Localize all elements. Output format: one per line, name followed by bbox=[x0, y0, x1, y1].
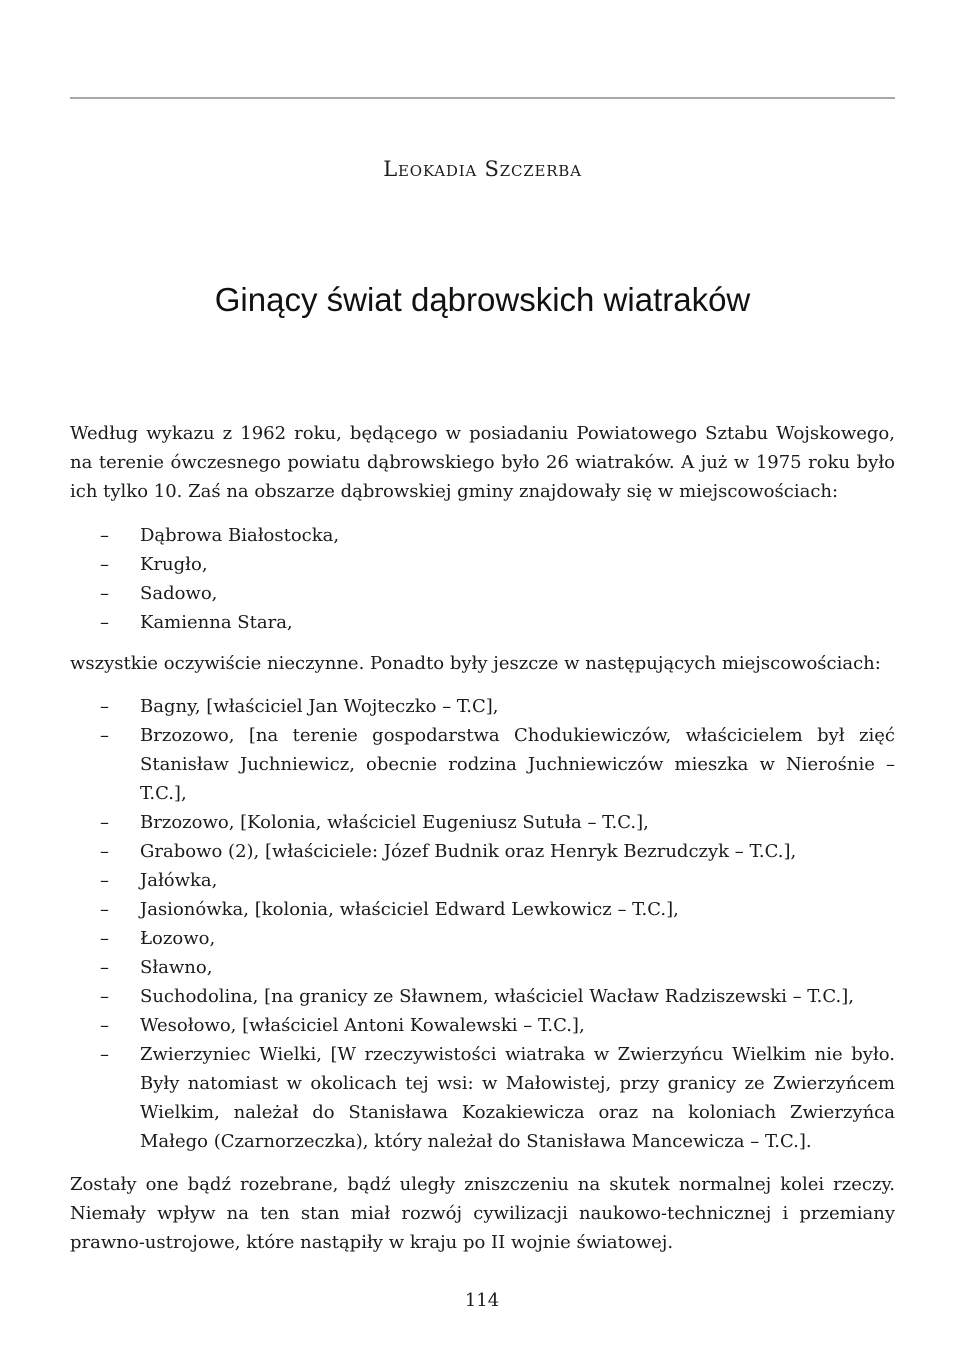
list-dash-marker: – bbox=[100, 525, 109, 546]
header-rule bbox=[70, 97, 895, 99]
list-dash-marker: – bbox=[100, 1015, 109, 1036]
list-item bbox=[70, 579, 895, 608]
list-item bbox=[70, 721, 895, 808]
list-item-text: Kamienna Stara, bbox=[140, 612, 293, 633]
list-dash-marker: – bbox=[100, 725, 109, 746]
list-item-text: Suchodolina, [na granicy ze Sławnem, właściciel Wacław Radziszewski – T.C.], bbox=[140, 986, 854, 1007]
article-body bbox=[70, 419, 895, 1257]
list-dash-marker: – bbox=[100, 957, 109, 978]
list-item-text: Dąbrowa Białostocka, bbox=[140, 525, 340, 546]
list-dash-marker: – bbox=[100, 986, 109, 1007]
list-dash-marker: – bbox=[100, 612, 109, 633]
list-item-text: Jasionówka, [kolonia, właściciel Edward Lewkowicz – T.C.], bbox=[140, 899, 679, 920]
list-dash-marker: – bbox=[100, 696, 109, 717]
list-item bbox=[70, 692, 895, 721]
list-dash-marker: – bbox=[100, 899, 109, 920]
list-item bbox=[70, 982, 895, 1011]
list-item-text: Grabowo (2), [właściciele: Józef Budnik oraz Henryk Bezrudczyk – T.C.], bbox=[140, 841, 797, 862]
list-item bbox=[70, 895, 895, 924]
list-item-text: Bagny, [właściciel Jan Wojteczko – T.C], bbox=[140, 696, 499, 717]
closing-paragraph: Zostały one bądź rozebrane, bądź uległy zniszczeniu na skutek normalnej kolei rzeczy. Niemały wpływ na ten stan miał rozwój cywilizacji naukowo-technicznej i przemiany prawno-ustrojowe, które nastąpiły w kraju po II wojnie światowej. bbox=[70, 1174, 895, 1253]
list-item bbox=[70, 521, 895, 550]
page-number: 114 bbox=[464, 1290, 500, 1311]
list-item bbox=[70, 924, 895, 953]
list-item bbox=[70, 953, 895, 982]
list-item-text: Łozowo, bbox=[140, 928, 216, 949]
list-item-text: Brzozowo, [Kolonia, właściciel Eugeniusz Sutuła – T.C.], bbox=[140, 812, 649, 833]
list-item-text: Sadowo, bbox=[140, 583, 218, 604]
list-item-text: Sławno, bbox=[140, 957, 213, 978]
list-item bbox=[70, 808, 895, 837]
list-item bbox=[70, 866, 895, 895]
author-name: Leokadia Szczerba bbox=[383, 157, 582, 181]
list-item bbox=[70, 1011, 895, 1040]
list-dash-marker: – bbox=[100, 554, 109, 575]
windmill-locations-list bbox=[70, 521, 895, 637]
list-item-text: Wesołowo, [właściciel Antoni Kowalewski – T.C.], bbox=[140, 1015, 585, 1036]
list-item bbox=[70, 608, 895, 637]
page-title: Ginący świat dąbrowskich wiatraków bbox=[214, 281, 751, 318]
list-dash-marker: – bbox=[100, 1044, 109, 1065]
list-dash-marker: – bbox=[100, 928, 109, 949]
intro-paragraph: Według wykazu z 1962 roku, będącego w posiadaniu Powiatowego Sztabu Wojskowego, na terenie ówczesnego powiatu dąbrowskiego było 26 wiatraków. A już w 1975 roku było ich tylko 10. Zaś na obszarze dąbrowskiej gminy znajdowały się w miejscowościach: bbox=[70, 423, 895, 502]
list-item bbox=[70, 550, 895, 579]
windmill-owners-list bbox=[70, 692, 895, 1156]
list-dash-marker: – bbox=[100, 583, 109, 604]
list-item-text: Brzozowo, [na terenie gospodarstwa Chodukiewiczów, właścicielem był zięć Stanisław Juchniewicz, obecnie rodzina Juchniewiczów mieszka w Nierośnie – T.C.], bbox=[140, 725, 895, 804]
list-item-text: Krugło, bbox=[140, 554, 208, 575]
list-dash-marker: – bbox=[100, 812, 109, 833]
list-item bbox=[70, 837, 895, 866]
list-item bbox=[70, 1040, 895, 1156]
list-item-text: Jałówka, bbox=[140, 870, 218, 891]
middle-paragraph: wszystkie oczywiście nieczynne. Ponadto były jeszcze w następujących miejscowościach: bbox=[70, 653, 881, 674]
list-item-text: Zwierzyniec Wielki, [W rzeczywistości wiatraka w Zwierzyńcu Wielkim nie było. Były natomiast w okolicach tej wsi: w Małowistej, przy granicy ze Zwierzyńcem Wielkim, należał do Stanisława Kozakiewicza oraz na koloniach Zwierzyńca Małego (Czarnorzeczka), który należał do Stanisława Mancewicza – T.C.]. bbox=[140, 1044, 895, 1152]
list-dash-marker: – bbox=[100, 870, 109, 891]
list-dash-marker: – bbox=[100, 841, 109, 862]
